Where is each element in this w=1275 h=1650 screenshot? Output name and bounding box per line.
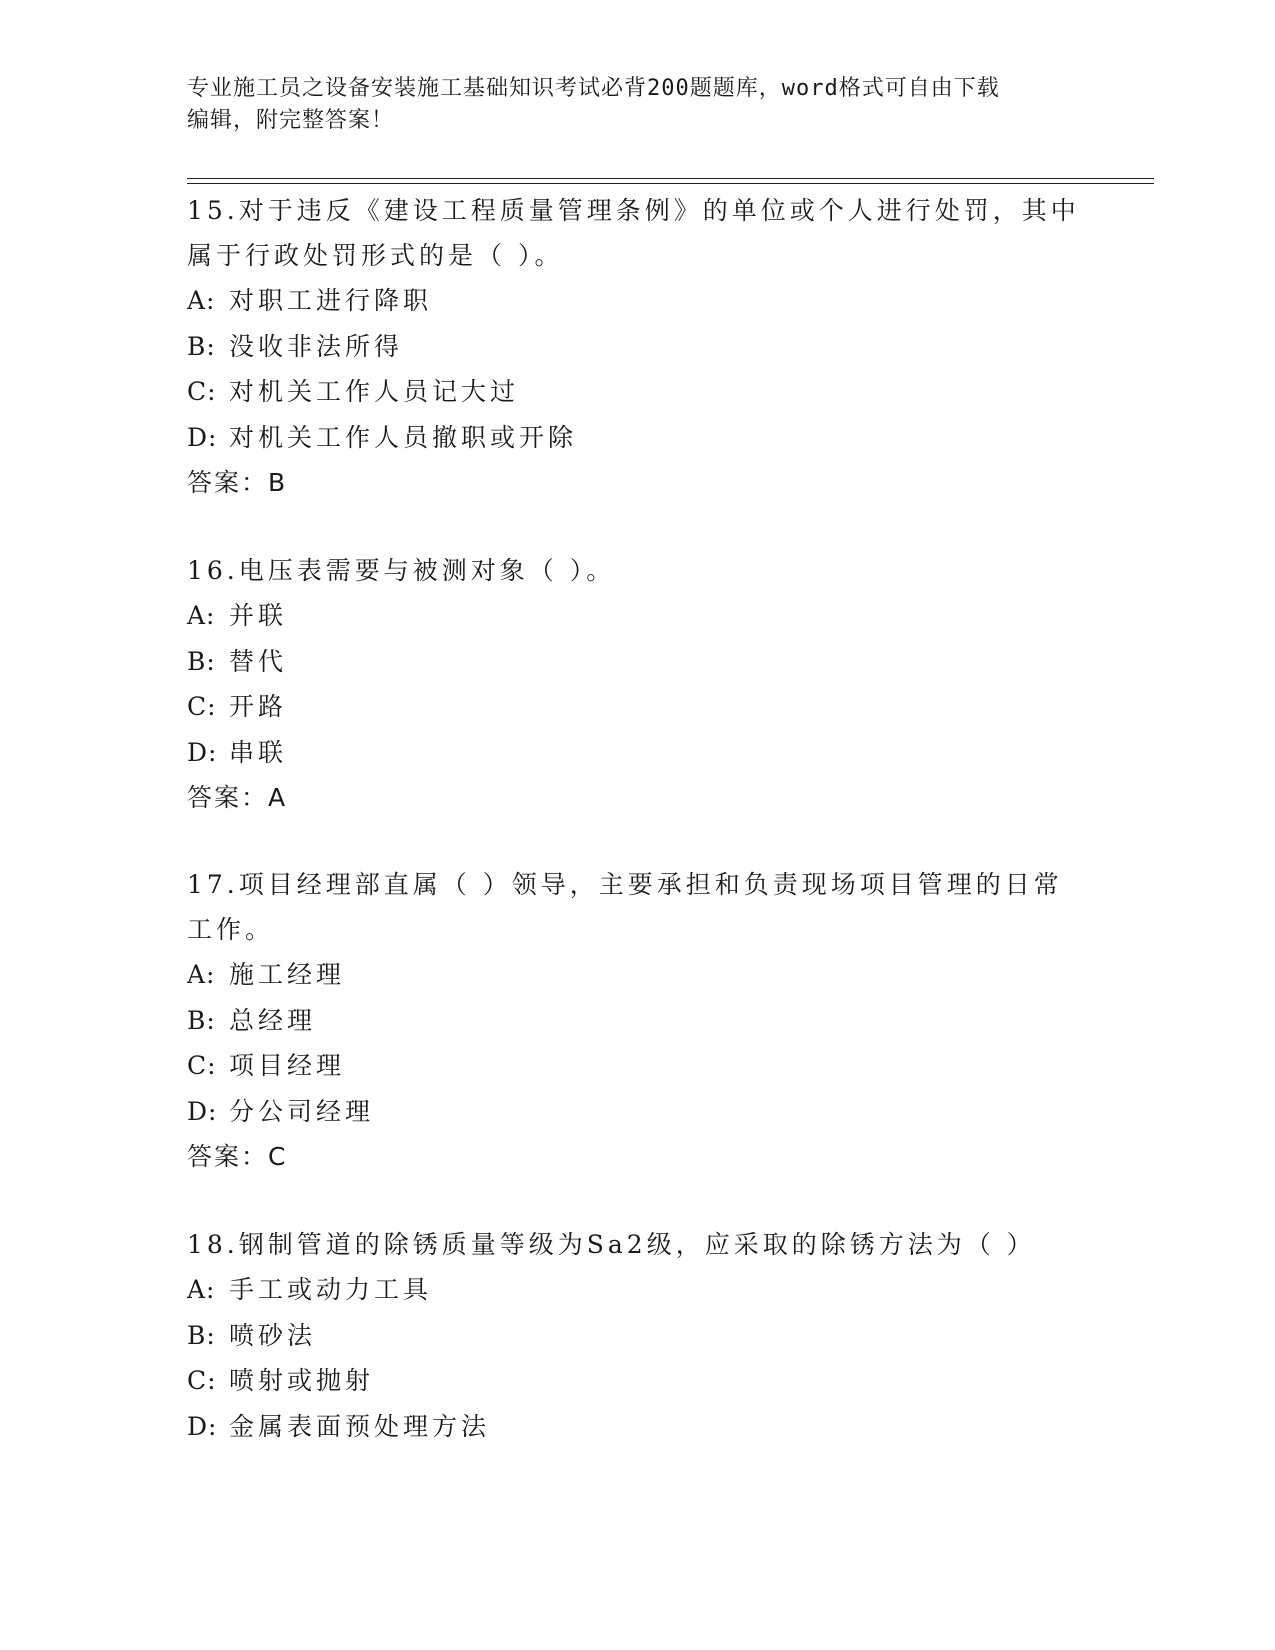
option-b [187,324,1087,370]
question-stem [187,862,1087,907]
question-number: 18. [187,1230,239,1259]
option-text: 没收非法所得 [229,331,404,361]
option-letter: B: [187,331,216,361]
option-a [187,278,1087,324]
answer-line: 答案：C [187,1142,288,1171]
option-c [187,1043,1087,1089]
option-b [187,1313,1087,1359]
answer-line: 答案：B [187,468,288,497]
answer-line: 答案：A [187,783,288,812]
question-number: 17. [187,870,239,899]
option-text: 项目经理 [229,1051,346,1080]
question-number: 15. [187,196,239,225]
option-text: 手工或动力工具 [229,1275,433,1304]
question-stem-line-1: 项目经理部直属（ ）领导，主要承担和负责现场项目管理的日常 [238,870,1063,899]
question-stem [187,188,1087,233]
option-letter: C: [187,1051,217,1080]
option-d [187,1089,1087,1135]
option-letter: B: [187,1005,216,1035]
option-letter: A: [187,960,216,989]
option-a [187,593,1087,639]
question-15 [187,188,1087,505]
question-stem [187,1222,1087,1267]
option-text: 金属表面预处理方法 [229,1411,491,1441]
header-divider-top [187,178,1154,179]
option-text: 分公司经理 [229,1096,375,1126]
option-letter: D: [187,1096,218,1126]
question-16 [187,548,1087,820]
option-letter: B: [187,1320,216,1350]
option-letter: A: [187,1275,216,1304]
question-17 [187,862,1087,1179]
option-letter: D: [187,737,218,767]
option-c [187,369,1087,415]
option-letter: A: [187,601,216,630]
option-letter: B: [187,646,216,676]
option-a [187,1267,1087,1313]
option-c [187,684,1087,730]
document-header [187,73,1087,137]
question-18 [187,1222,1087,1449]
option-text: 喷砂法 [229,1320,317,1350]
option-d [187,1404,1087,1450]
option-d [187,415,1087,461]
option-text: 串联 [229,737,288,767]
header-line-2: 编辑，附完整答案！ [187,108,395,133]
header-line-1: 专业施工员之设备安装施工基础知识考试必背200题题库，word格式可自由下载 [187,76,1000,101]
option-d [187,730,1087,776]
option-b [187,998,1087,1044]
option-text: 对职工进行降职 [229,286,433,315]
option-text: 开路 [229,692,288,721]
question-stem-line-2: 属于行政处罚形式的是（ ）。 [187,241,564,270]
option-text: 总经理 [229,1005,317,1035]
option-c [187,1358,1087,1404]
option-letter: D: [187,422,218,452]
question-number: 16. [187,556,239,585]
option-text: 施工经理 [229,960,346,989]
option-text: 对机关工作人员记大过 [229,377,520,406]
option-letter: D: [187,1411,218,1441]
question-stem-line-1: 对于违反《建设工程质量管理条例》的单位或个人进行处罚，其中 [238,196,1080,225]
question-stem-line-1: 钢制管道的除锈质量等级为Sa2级，应采取的除锈方法为（ ） [238,1230,1036,1259]
option-letter: C: [187,377,217,406]
option-letter: C: [187,1366,217,1395]
option-text: 喷射或抛射 [229,1366,375,1395]
option-text: 替代 [229,646,288,676]
question-stem-line-2: 工作。 [187,915,275,944]
option-a [187,952,1087,998]
option-text: 并联 [229,601,288,630]
question-stem-line-1: 电压表需要与被测对象（ ）。 [238,556,616,585]
option-text: 对机关工作人员撤职或开除 [229,422,578,452]
question-stem [187,548,1087,593]
header-divider-bottom [187,183,1154,184]
option-letter: A: [187,286,216,315]
option-b [187,639,1087,685]
option-letter: C: [187,692,217,721]
